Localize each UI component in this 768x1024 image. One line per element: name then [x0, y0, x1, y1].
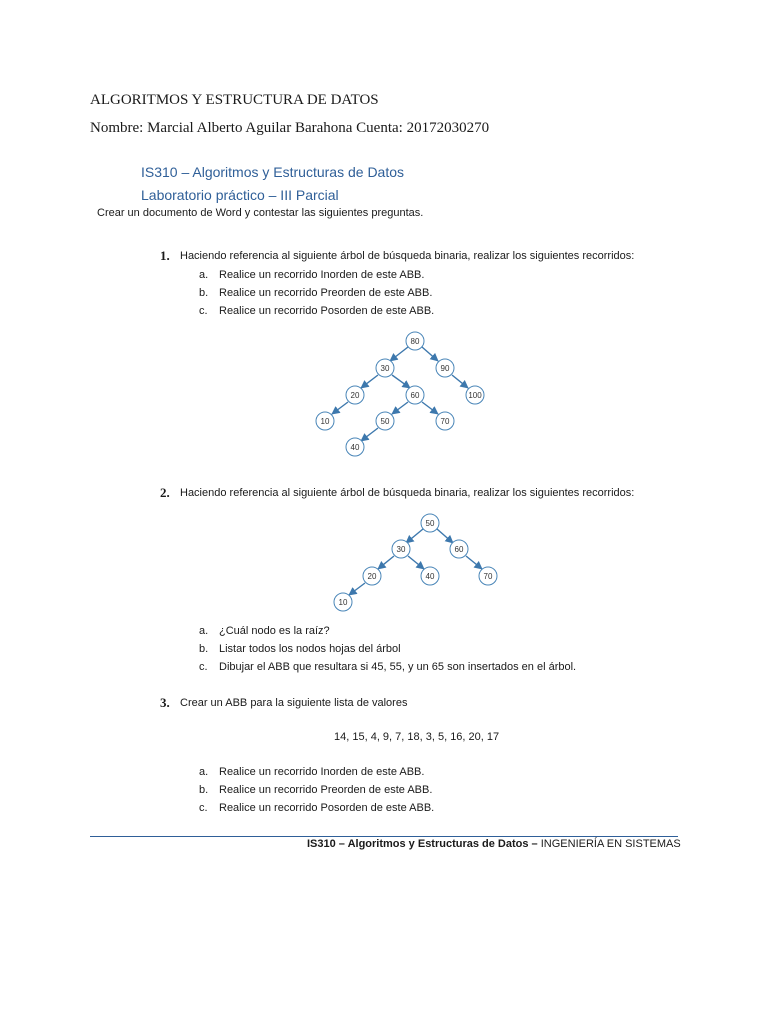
question-3-item-b: b. Realice un recorrido Preorden de este ABB.: [199, 784, 433, 796]
question-1-number: 1.: [160, 248, 170, 263]
tree1-edge: [361, 428, 378, 441]
question-1-item-a: a. Realice un recorrido Inorden de este ABB.: [199, 269, 425, 281]
intro-text: Crear un documento de Word y contestar las siguientes preguntas.: [97, 207, 424, 219]
tree1-node-label: 20: [350, 391, 360, 400]
tree2-node-label: 40: [425, 572, 435, 581]
question-1-item-b: b. Realice un recorrido Preorden de este ABB.: [199, 287, 433, 299]
tree2-node-label: 10: [338, 598, 348, 607]
question-2-number: 2.: [160, 485, 170, 500]
student-info: Nombre: Marcial Alberto Aguilar Barahona Cuenta: 20172030270: [90, 120, 490, 136]
tree1-edge: [422, 347, 438, 361]
tree2-node-label: 70: [483, 572, 493, 581]
question-1-item-c: c. Realice un recorrido Posorden de este ABB.: [199, 305, 435, 317]
tree2-node-label: 50: [425, 519, 435, 528]
tree1-edge: [422, 402, 438, 414]
tree1-edge: [392, 402, 408, 414]
tree1-node-label: 60: [410, 391, 420, 400]
value-list: 14, 15, 4, 9, 7, 18, 3, 5, 16, 20, 17: [334, 731, 500, 743]
tree1-node-label: 70: [440, 417, 450, 426]
tree1-node-label: 80: [410, 337, 420, 346]
tree2-node-label: 20: [367, 572, 377, 581]
tree1-node-label: 40: [350, 443, 360, 452]
lab-title: IS310 – Algoritmos y Estructuras de Datos: [141, 164, 405, 180]
tree2-edge: [349, 583, 365, 595]
tree2-edge: [408, 556, 424, 569]
tree1-edge: [392, 375, 410, 388]
question-3-item-c: c. Realice un recorrido Posorden de este ABB.: [199, 802, 435, 814]
course-heading: ALGORITMOS Y ESTRUCTURA DE DATOS: [90, 92, 379, 108]
tree1-node-label: 90: [440, 364, 450, 373]
question-3-text: Crear un ABB para la siguiente lista de valores: [180, 697, 408, 709]
tree1-node-label: 10: [320, 417, 330, 426]
tree2-edge: [437, 529, 453, 543]
question-3-number: 3.: [160, 695, 170, 710]
page-footer: IS310 – Algoritmos y Estructuras de Datos – INGENIERÍA EN SISTEMAS: [307, 838, 681, 850]
tree1-edge: [361, 375, 378, 388]
tree2-node-label: 30: [396, 545, 406, 554]
tree2-node-label: 60: [454, 545, 464, 554]
question-1-text: Haciendo referencia al siguiente árbol de búsqueda binaria, realizar los siguientes recorridos:: [180, 250, 635, 262]
tree1-edge: [390, 347, 408, 361]
tree1-edge: [332, 402, 348, 414]
question-2-text: Haciendo referencia al siguiente árbol de búsqueda binaria, realizar los siguientes recorridos:: [180, 487, 635, 499]
tree2-edge: [466, 556, 482, 569]
tree1-node-label: 30: [380, 364, 390, 373]
question-2-item-c: c. Dibujar el ABB que resultara si 45, 55, y un 65 son insertados en el árbol.: [199, 661, 577, 673]
tree1-edge: [452, 375, 468, 388]
tree-diagram-2: [325, 507, 505, 617]
tree1-node-label: 50: [380, 417, 390, 426]
tree2-edge: [378, 556, 394, 569]
tree2-edge: [406, 529, 423, 543]
lab-subtitle: Laboratorio práctico – III Parcial: [141, 187, 339, 203]
question-2-item-a: a. ¿Cuál nodo es la raíz?: [199, 625, 330, 637]
tree-diagram-1: [300, 325, 500, 465]
question-3-item-a: a. Realice un recorrido Inorden de este ABB.: [199, 766, 425, 778]
footer-divider: [90, 836, 678, 837]
tree1-node-label: 100: [468, 391, 482, 400]
question-2-item-b: b. Listar todos los nodos hojas del árbol: [199, 643, 401, 655]
